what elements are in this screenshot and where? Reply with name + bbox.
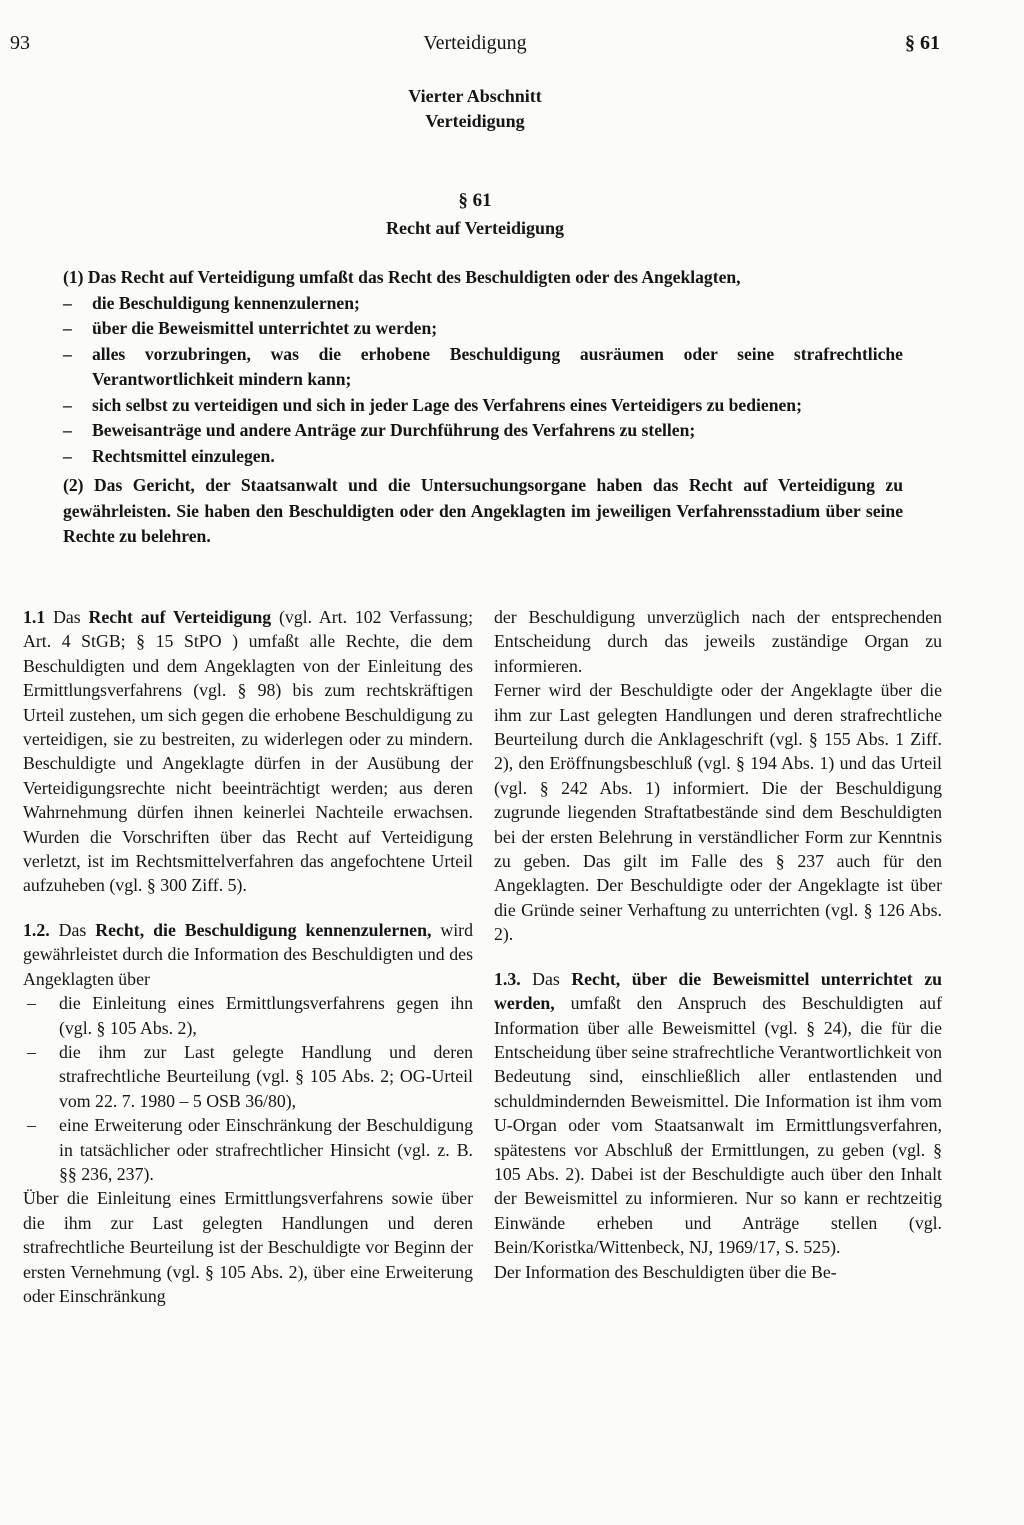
note-keyword: Recht, über die Beweismittel unterrichtet zu werden, [494, 968, 942, 1014]
statute-text [63, 265, 903, 550]
commentary-note-1-3 [494, 967, 942, 1260]
note-text: (vgl. Art. 102 Verfassung; Art. 4 StGB; § 15 StPO ) umfaßt alle Rechte, die dem Beschuldigten und dem Angeklagten von der Einleitung des Ermittlungsverfahrens (vgl. § 98) bis zum rechtskräftigen Urteil zustehen, um sich gegen die erhobene Beschuldigung zu verteidigen, sie zu bestreiten, zu widerlegen oder zu mindern. Beschuldigte und Angeklagte dürfen in der Ausübung der Verteidigungsrechte nicht beeinträchtigt werden; aus deren Wahrnehmung dürfen ihnen keinerlei Nachteile erwachsen. Wurden die Vorschriften über das Recht auf Verteidigung verletzt, ist im Rechtsmittelverfahren das angefochtene Urteil aufzuheben (vgl. § 300 Ziff. 5). [23, 607, 474, 896]
section-reference: § 61 [905, 32, 940, 54]
statute-list-item: – Rechtsmittel einzulegen. [63, 444, 903, 470]
statute-list-item: – die Beschuldigung kennenzulernen; [63, 291, 903, 317]
note-list-item: – eine Erweiterung oder Einschränkung der Beschuldigung in tatsächlicher oder strafrechtlicher Hinsicht (vgl. z. B. §§ 236, 237). [23, 1113, 473, 1186]
statute-list-item: – sich selbst zu verteidigen und sich in jeder Lage des Verfahrens eines Verteidigers zu bedienen; [63, 393, 903, 419]
statute-list-item: – Beweisanträge und andere Anträge zur Durchführung des Verfahrens zu stellen; [63, 418, 903, 444]
note-label: 1.3. [494, 968, 521, 989]
note-text: Das [532, 968, 560, 989]
note-paragraph: der Beschuldigung unverzüglich nach der entsprechenden Entscheidung durch das jeweils zuständige Organ zu informieren. [494, 607, 942, 676]
statute-subsection-2: (2) Das Gericht, der Staatsanwalt und die Untersuchungsorgane haben das Recht auf Verteidigung zu gewährleisten. Sie haben den Beschuldigten oder den Angeklagten im jeweiligen Verfahrensstadium über seine Rechte zu belehren. [63, 475, 903, 546]
note-keyword: Recht, die Beschuldigung kennenzulernen, [95, 919, 432, 940]
paragraph-title: Recht auf Verteidigung [385, 218, 564, 238]
commentary-note-1-2 [23, 918, 473, 991]
note-list-item: – die Einleitung eines Ermittlungsverfahrens gegen ihn (vgl. § 105 Abs. 2), [23, 991, 473, 1040]
section-heading-title: Verteidigung [425, 111, 525, 131]
note-text: wird gewährleistet durch die Information des Beschuldigten und des Angeklagten über [23, 919, 473, 989]
note-keyword: Recht auf Verteidigung [88, 607, 272, 627]
note-paragraph: Ferner wird der Beschuldigte oder der Angeklagte über die ihm zur Last gelegten Handlungen und deren strafrechtliche Beurteilung durch die Anklageschrift (vgl. § 155 Abs. 1 Ziff. 2), den Eröffnungsbeschluß (vgl. § 194 Abs. 1) und das Urteil (vgl. § 242 Abs. 1) informiert. Die der Beschuldigung zugrunde liegenden Straftatbestände sind dem Beschuldigten bei der ersten Belehrung in verständlicher Form zur Kenntnis zu geben. Das gilt im Falle des § 237 auch für den Angeklagten. Der Beschuldigte oder der Angeklagte ist über die Gründe seiner Verhaftung zu unterrichten (vgl. § 126 Abs. 2). [494, 680, 942, 945]
commentary-note-1-1 [23, 605, 473, 898]
paragraph-number: § 61 [458, 190, 492, 211]
note-label: 1.1 [23, 607, 46, 627]
statute-list-item: – über die Beweismittel unterrichtet zu werden; [63, 316, 903, 342]
note-label: 1.2. [23, 919, 50, 940]
statute-list-item: – alles vorzubringen, was die erhobene Beschuldigung ausräumen oder seine strafrechtliche Verantwortlichkeit mindern kann; [63, 342, 903, 393]
note-text: Das [53, 607, 81, 627]
note-list-item: – die ihm zur Last gelegte Handlung und deren strafrechtliche Beurteilung (vgl. § 105 Abs. 2; OG-Urteil vom 22. 7. 1980 – 5 OSB 36/80), [23, 1040, 473, 1113]
page-number: 93 [10, 32, 30, 54]
running-title: Verteidigung [423, 32, 527, 54]
note-text: umfaßt den Anspruch des Beschuldigten auf Information über alle Beweismittel (vgl. § 24), die für die Entscheidung über seine strafrechtliche Verantwortlichkeit von Bedeutung sind, einschließlich aller entlastenden und schuldmindernden Beweismittel. Die Information ist ihm vom U-Organ oder vom Staatsanwalt im Ermittlungsverfahren, spätestens vor Abschluß der Ermittlungen, zu geben (vgl. § 105 Abs. 2). Dabei ist der Beschuldigte auch über den Inhalt der Beweismittel zu informieren. Nur so kann er rechtzeitig Einwände erheben und Anträge stellen (vgl. Bein/Koristka/Wittenbeck, NJ, 1969/17, S. 525). [494, 993, 942, 1258]
commentary-column-right [494, 605, 942, 1284]
section-heading-part: Vierter Abschnitt [408, 86, 542, 106]
note-paragraph: Der Information des Beschuldigten über die Be- [494, 1261, 837, 1282]
note-text: Das [58, 919, 87, 940]
note-paragraph: Über die Einleitung eines Ermittlungsverfahrens sowie über die ihm zur Last gelegten Handlungen und deren strafrechtliche Beurteilung ist der Beschuldigte vor Beginn der ersten Vernehmung (vgl. § 105 Abs. 2), über eine Erweiterung oder Einschränkung [23, 1188, 473, 1306]
statute-subsection-1-intro: (1) Das Recht auf Verteidigung umfaßt das Recht des Beschuldigten oder des Angeklagten, [63, 267, 741, 287]
commentary-column-left [23, 605, 473, 1308]
